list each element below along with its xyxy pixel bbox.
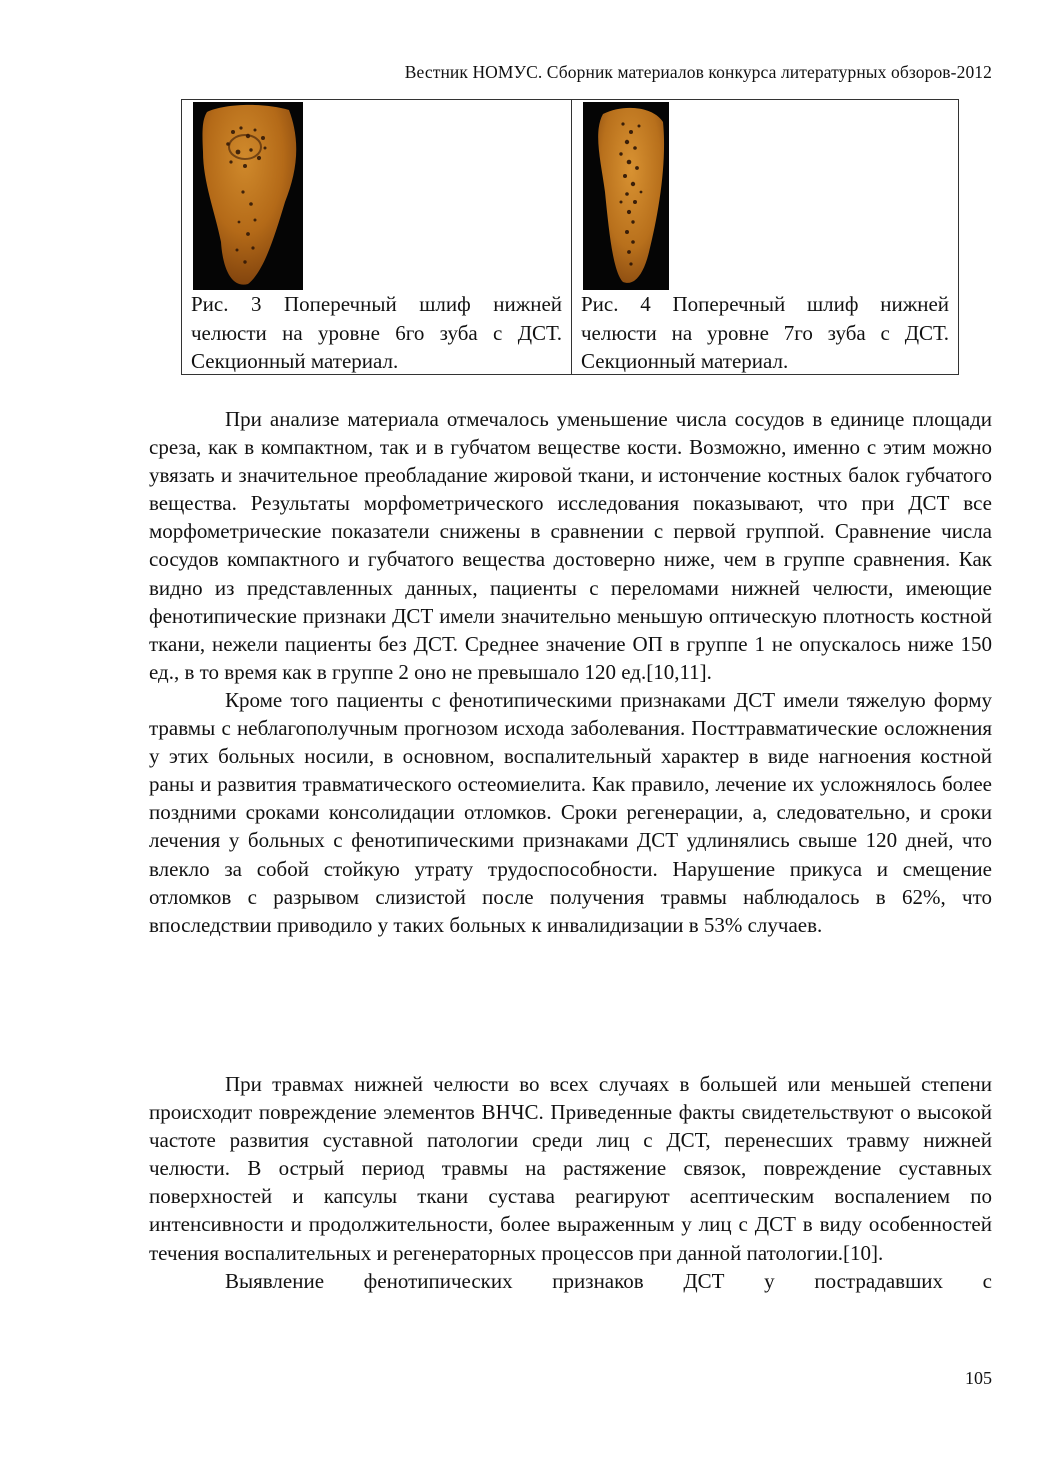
figure-cell-3 — [182, 100, 571, 374]
figure-4-caption: Рис. 4 Поперечный шлиф нижней челюсти на уровне 7го зуба с ДСТ. Секционный материал. — [581, 292, 949, 373]
paragraph-2: Кроме того пациенты с фенотипическими признаками ДСТ имели тяжелую форму травмы с неблагополучным прогнозом исхода заболевания. Посттравматические осложнения у этих больных носили, в основном, воспалительный характер в виде нагноения костной раны и развития травматического остеомиелита. Как правило, лечение их усложнялось более поздними сроками консолидации отломков. Сроки регенерации, а, следовательно, и сроки лечения у больных с фенотипическими признаками ДСТ удлинялись свыше 120 дней, что влекло за собой стойкую утрату трудоспособности. Нарушение прикуса и смещение отломков с разрывом слизистой после получения травмы наблюдалось в 62%, что впоследствии приводило у таких больных к инвалидизации в 53% случаев. — [149, 687, 992, 937]
figure-3-caption: Рис. 3 Поперечный шлиф нижней челюсти на уровне 6го зуба с ДСТ. Секционный материал. — [191, 292, 562, 373]
page-number: 105 — [965, 1368, 992, 1388]
paragraph-1: При анализе материала отмечалось уменьшение числа сосудов в единице площади среза, как в компактном, так и в губчатом веществе кости. Возможно, именно с этим можно увязать и значительное преобладание жировой ткани, и истончение костных балок губчатого вещества. Результаты морфометрического исследования показывают, что при ДСТ все морфометрические показатели снижены в сравнении с первой группой. Сравнение числа сосудов компактного и губчатого вещества достоверно ниже, чем в группе сравнения. Как видно из представленных данных, пациенты с переломами нижней челюсти, имеющие фенотипические признаки ДСТ имели значительно меньшую оптическую плотность костной ткани, нежели пациенты без ДСТ. Среднее значение ОП в группе 1 не опускалось ниже 150 ед., в то время как в группе 2 оно не превышало 120 ед.[10,11]. — [149, 407, 992, 684]
figure-3-bone-section-image — [193, 102, 303, 290]
figure-cell-4 — [571, 100, 958, 374]
body-text-block-1 — [149, 405, 992, 939]
paragraph-3: При травмах нижней челюсти во всех случаях в большей или меньшей степени происходит повреждение элементов ВНЧС. Приведенные факты свидетельствуют о высокой частоте развития суставной патологии среди лиц с ДСТ, перенесших травму нижней челюсти. В острый период травмы на растяжение связок, повреждение суставных поверхностей и капсулы ткани сустава реагируют асептическим воспалением по интенсивности и продолжительности, более выраженным у лиц с ДСТ в виду особенностей течения воспалительных и регенераторных процессов при данной патологии.[10]. — [149, 1072, 992, 1265]
figure-4-bone-section-image — [583, 102, 669, 290]
body-text-block-2 — [149, 1070, 992, 1295]
running-header: Вестник НОМУС. Сборник материалов конкурса литературных обзоров-2012 — [404, 62, 992, 82]
figure-table — [181, 99, 959, 375]
paragraph-4: Выявление фенотипических признаков ДСТ у пострадавших с — [225, 1268, 992, 1293]
